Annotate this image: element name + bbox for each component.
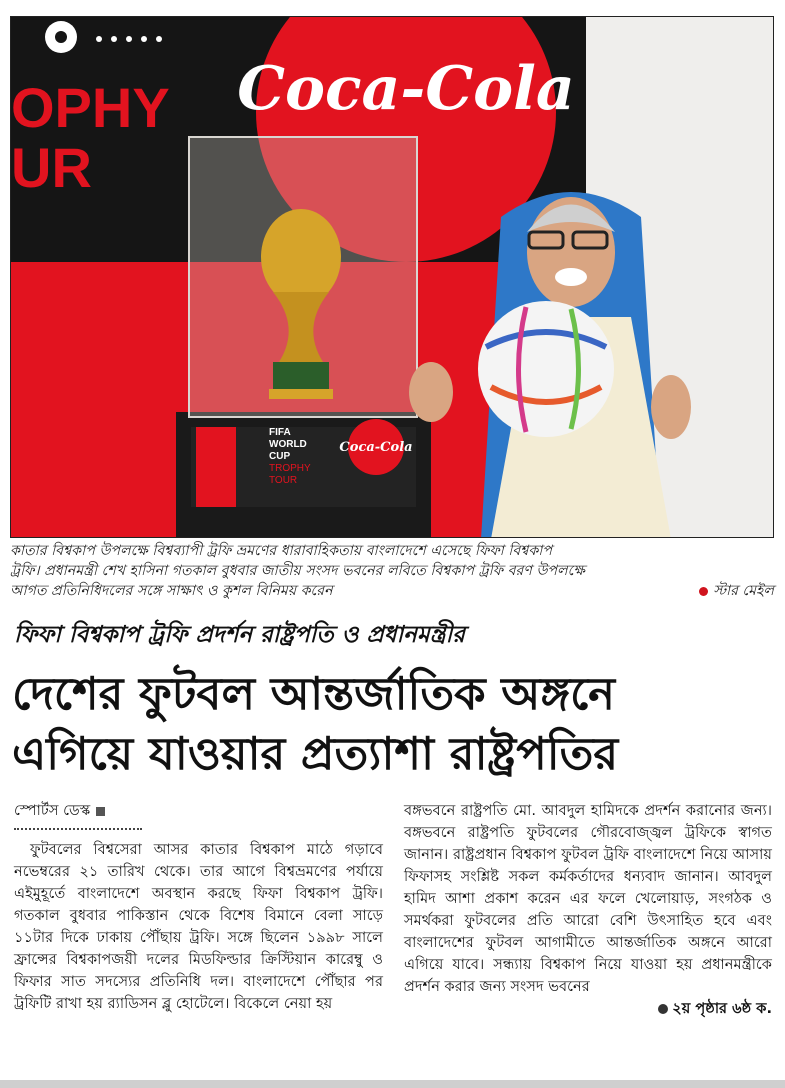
caption-line-1: কাতার বিশ্বকাপ উপলক্ষে বিশ্বব্যাপী ট্রফি ভ্রমণের ধারাবাহিকতায় বাংলাদেশে এসেছে ফিফা বিশ্বকাপ — [10, 543, 553, 559]
base-label-1: FIFA — [269, 427, 291, 438]
banner-text-1: OPHY — [11, 76, 170, 139]
byline — [14, 800, 383, 822]
article-headline — [12, 664, 777, 784]
base-label-2: WORLD — [269, 439, 307, 450]
photo-credit — [693, 581, 774, 601]
continued-note — [404, 998, 772, 1020]
caption-line-2: ট্রফি। প্রধানমন্ত্রী শেখ হাসিনা গতকাল বুধবার জাতীয় সংসদ ভবনের লবিতে বিশ্বকাপ ট্রফি বরণ উপলক্ষে — [10, 563, 585, 579]
banner-brand: Coca-Cola — [237, 54, 575, 124]
base-label-5: TOUR — [269, 475, 298, 486]
page-bottom-rule — [0, 1080, 785, 1088]
photo-caption — [10, 541, 774, 601]
column-1-text: ফুটবলের বিশ্বসেরা আসর কাতার বিশ্বকাপ মাঠে গড়াবে নভেম্বরের ২১ তারিখ থেকে। তার আগে বিশ্বভ্রমণের পর্যায়ে এইমুহূর্তে বাংলাদেশে অবস্থান করছে ফিফা বিশ্বকাপ ট্রফি। গতকাল বুধবার পাকিস্তান থেকে বিশেষ বিমানে বেলা সাড়ে ১১টার দিকে ঢাকায় পৌঁছায় ট্রফি। সঙ্গে ছিলেন ১৯৯৮ সালে ফ্রান্সের বিশ্বকাপজয়ী দলের মিডফিল্ডার ক্রিস্টিয়ান কারেম্বু ও ফিফার সাত সদস্যের প্রতিনিধি দল। বাংলাদেশে পৌঁছার পর ট্রফিটি রাখা হয় র‍্যাডিসন ব্লু হোটেলে। বিকেলে নেয়া হয় — [14, 841, 383, 1012]
photo-illustration — [11, 17, 774, 538]
base-label-3: CUP — [269, 451, 291, 462]
photo-credit-text: স্টার মেইল — [713, 583, 774, 599]
red-dot-icon — [699, 587, 708, 596]
article-kicker: ফিফা বিশ্বকাপ ট্রফি প্রদর্শন রাষ্ট্রপতি ও প্রধানমন্ত্রীর — [14, 622, 465, 648]
news-photo — [10, 16, 774, 538]
byline-divider — [14, 828, 142, 830]
base-label-4: TROPHY — [269, 463, 311, 474]
article-column-1 — [14, 800, 383, 1015]
bullet-dot-icon — [658, 1004, 668, 1014]
caption-line-3: আগত প্রতিনিধিদলের সঙ্গে সাক্ষাৎ ও কুশল বিনিময় করেন — [10, 583, 333, 599]
square-bullet-icon — [96, 807, 105, 816]
headline-line-1: দেশের ফুটবল আন্তর্জাতিক অঙ্গনে — [12, 667, 616, 720]
continued-text: ২য় পৃষ্ঠার ৬ষ্ঠ ক. — [672, 1000, 772, 1017]
byline-text: স্পোর্টস ডেস্ক — [14, 802, 91, 819]
article-column-2 — [404, 800, 772, 1020]
banner-text-2: UR — [11, 136, 92, 199]
base-brand: Coca-Cola — [339, 440, 413, 455]
headline-line-2: এগিয়ে যাওয়ার প্রত্যাশা রাষ্ট্রপতির — [12, 727, 619, 780]
column-2-text: বঙ্গভবনে রাষ্ট্রপতি মো. আবদুল হামিদকে প্রদর্শন করানোর জন্য। বঙ্গভবনে রাষ্ট্রপতি ফুটবলের গৌরবোজ্জ্বল ট্রফিকে স্বাগত জানান। রাষ্ট্রপ্রধান বিশ্বকাপ ফুটবল ট্রফি বাংলাদেশে নিয়ে আসায় ফিফাসহ সংশ্লিষ্ট সকল কর্মকর্তাদের ধন্যবাদ জানান। আবদুল হামিদ আশা প্রকাশ করেন এর ফলে খেলোয়াড়, সংগঠক ও সমর্থকরা ফুটবলের প্রতি আরো বেশি উৎসাহিত হবে এবং বাংলাদেশের ফুটবল আগামীতে আন্তর্জাতিক অঙ্গনে আরো এগিয়ে যাবে। সন্ধ্যায় বিশ্বকাপ নিয়ে যাওয়া হয় প্রধানমন্ত্রীকে প্রদর্শন করার জন্য সংসদ ভবনের — [404, 802, 772, 995]
